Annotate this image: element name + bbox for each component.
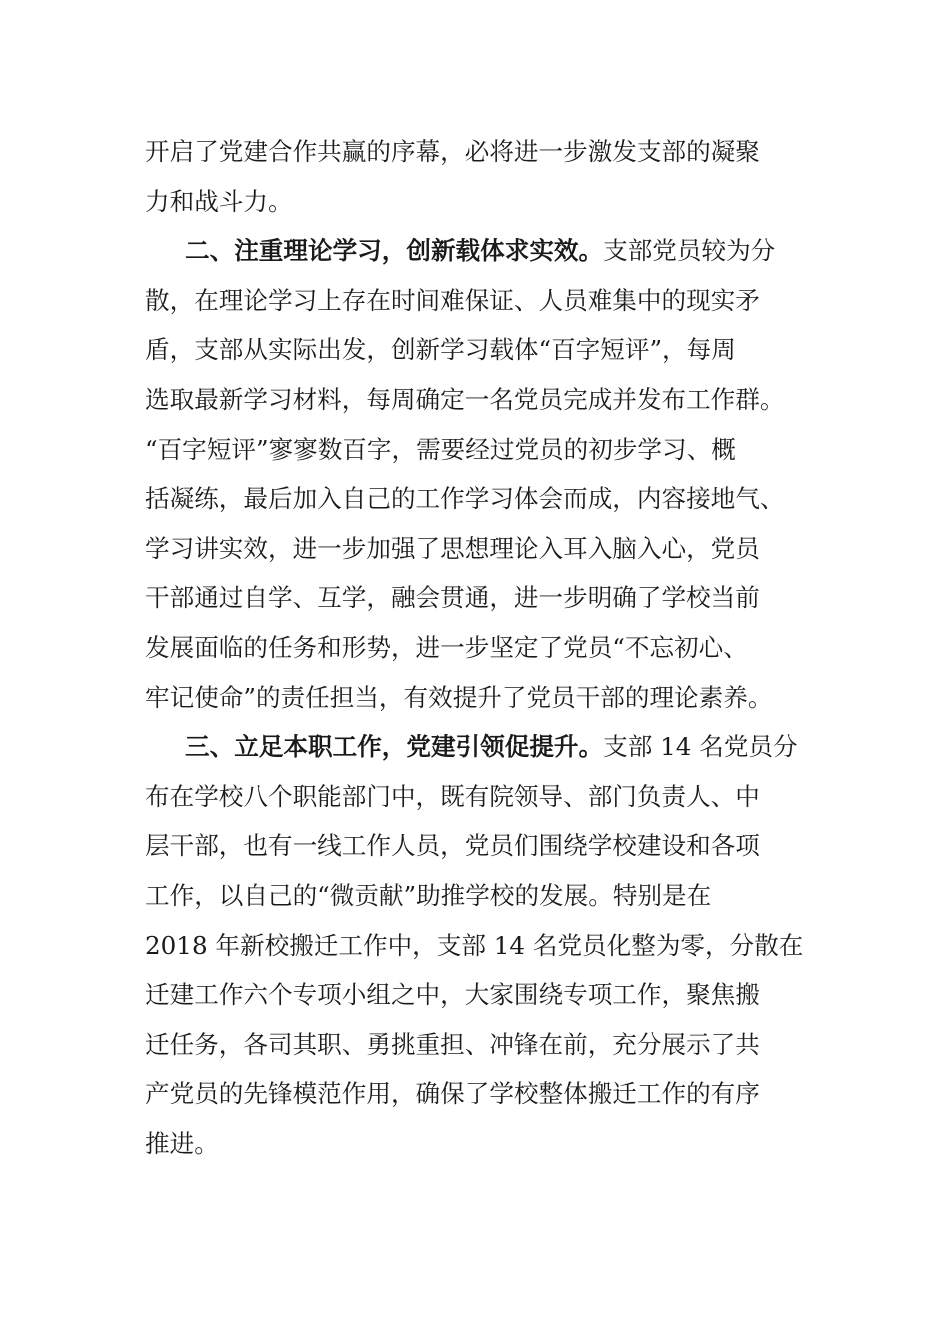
section-3-first-line: [145, 722, 805, 772]
text-line: 布在学校八个职能部门中，既有院领导、部门负责人、中: [145, 781, 760, 811]
text-line: 开启了党建合作共赢的序幕，必将进一步激发支部的凝聚: [145, 137, 760, 166]
text-line: 发展面临的任务和形势，进一步坚定了党员“不忘初心、: [145, 632, 748, 662]
text-line: 散，在理论学习上存在时间难保证、人员难集中的现实矛: [145, 285, 760, 315]
text-line: 括凝练，最后加入自己的工作学习体会而成，内容接地气、: [145, 484, 785, 514]
text-line: 力和战斗力。: [145, 186, 293, 216]
text-line: 产党员的先锋模范作用，确保了学校整体搬迁工作的有序: [145, 1079, 760, 1109]
text-line: 工作，以自己的“微贡献”助推学校的发展。特别是在: [145, 880, 712, 910]
text-line: 迁建工作六个专项小组之中，大家围绕专项工作，聚焦搬: [145, 980, 760, 1010]
text-line: 盾，支部从实际出发，创新学习载体“百字短评”，每周: [145, 335, 736, 365]
text-line: 干部通过自学、互学，融会贯通，进一步明确了学校当前: [145, 583, 760, 613]
section-3-lead-text: 支部 14 名党员分: [603, 732, 798, 762]
section-2-first-line: [145, 226, 805, 276]
text-line: 迁任务，各司其职、勇挑重担、冲锋在前，充分展示了共: [145, 1029, 760, 1059]
text-line: 学习讲实效，进一步加强了思想理论入耳入脑入心，党员: [145, 533, 760, 563]
section-2-lead-text: 支部党员较为分: [603, 236, 776, 266]
text-line: 选取最新学习材料，每周确定一名党员完成并发布工作群。: [145, 384, 785, 414]
text-line: “百字短评”寥寥数百字，需要经过党员的初步学习、概: [145, 434, 736, 464]
section-2-heading: 二、注重理论学习，创新载体求实效。: [185, 236, 604, 266]
text-line: 2018 年新校搬迁工作中，支部 14 名党员化整为零，分散在: [145, 930, 804, 960]
text-line: 推进。: [145, 1128, 219, 1158]
text-line: 牢记使命”的责任担当，有效提升了党员干部的理论素养。: [145, 682, 773, 712]
text-line: 层干部，也有一线工作人员，党员们围绕学校建设和各项: [145, 831, 760, 861]
document-body: [145, 127, 805, 1168]
section-3-heading: 三、立足本职工作，党建引领促提升。: [185, 732, 604, 762]
